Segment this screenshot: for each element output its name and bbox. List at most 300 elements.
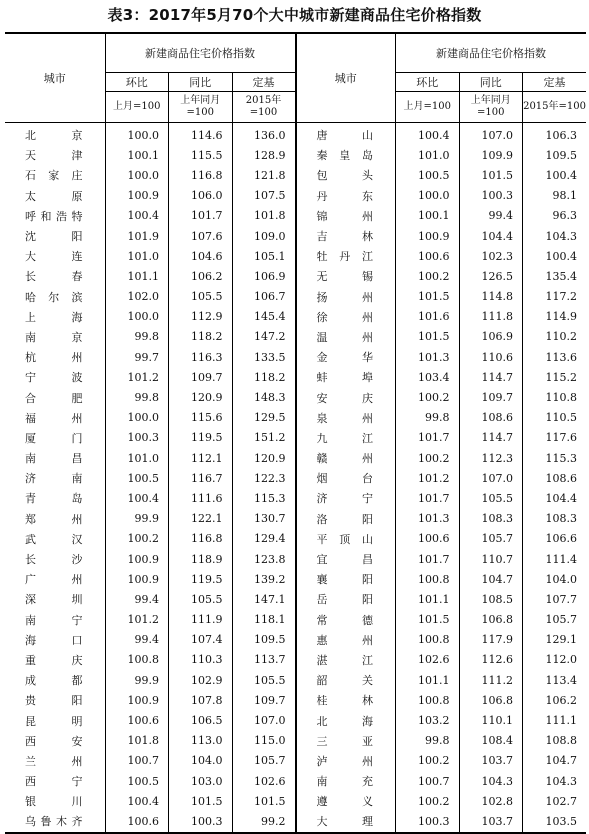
mom-cell-right: 101.2 — [396, 468, 460, 488]
city-cell-right: 包头 — [296, 165, 396, 185]
yoy-cell-right: 112.6 — [459, 650, 523, 670]
city-cell-left: 成都 — [25, 674, 83, 688]
table-row — [5, 670, 586, 690]
mom-cell-right: 101.5 — [396, 327, 460, 347]
mom-header-left: 环比 — [105, 73, 169, 92]
fixed-cell-left: 115.0 — [232, 731, 296, 751]
fixed-cell-right: 104.3 — [523, 226, 587, 246]
mom-cell-left: 100.9 — [105, 690, 169, 710]
yoy-cell-right: 108.4 — [459, 731, 523, 751]
yoy-cell-right: 100.3 — [459, 186, 523, 206]
table-header — [5, 33, 586, 123]
mom-cell-left: 99.7 — [105, 347, 169, 367]
mom-cell-left: 99.8 — [105, 327, 169, 347]
fixed-cell-right: 107.7 — [523, 589, 587, 609]
yoy-cell-left: 104.0 — [169, 751, 233, 771]
city-header-left: 城市 — [5, 33, 105, 123]
fixed-cell-left: 118.2 — [232, 367, 296, 387]
city-cell-left: 银川 — [25, 795, 83, 809]
yoy-cell-right: 108.5 — [459, 589, 523, 609]
city-cell-right: 锦州 — [296, 206, 396, 226]
yoy-cell-left: 122.1 — [169, 509, 233, 529]
yoy-cell-right: 105.5 — [459, 488, 523, 508]
mom-cell-left: 101.1 — [105, 266, 169, 286]
mom-cell-right: 100.8 — [396, 690, 460, 710]
city-cell-right: 徐州 — [296, 307, 396, 327]
city-cell-right: 济宁 — [296, 488, 396, 508]
yoy-cell-left: 114.6 — [169, 123, 233, 146]
fixed-cell-left: 118.1 — [232, 610, 296, 630]
mom-cell-left: 101.0 — [105, 246, 169, 266]
mom-cell-right: 100.9 — [396, 226, 460, 246]
mom-base-left: 上月=100 — [105, 92, 169, 123]
fixed-cell-left: 121.8 — [232, 165, 296, 185]
table-row — [5, 307, 586, 327]
fixed-cell-right: 135.4 — [523, 266, 587, 286]
city-cell-right: 金华 — [296, 347, 396, 367]
fixed-cell-right: 98.1 — [523, 186, 587, 206]
fixed-cell-left: 105.1 — [232, 246, 296, 266]
yoy-cell-left: 115.5 — [169, 145, 233, 165]
fixed-base-left: 2015年=100 — [232, 92, 296, 123]
fixed-cell-right: 110.5 — [523, 408, 587, 428]
table-row — [5, 226, 586, 246]
mom-cell-right: 101.3 — [396, 509, 460, 529]
city-cell-right: 蚌埠 — [296, 367, 396, 387]
table-row — [5, 751, 586, 771]
table-row — [5, 529, 586, 549]
city-cell-right: 遵义 — [296, 791, 396, 811]
city-cell-right: 唐山 — [296, 123, 396, 146]
yoy-cell-left: 111.9 — [169, 610, 233, 630]
table-row — [5, 347, 586, 367]
city-cell-right: 烟台 — [296, 468, 396, 488]
yoy-cell-right: 103.7 — [459, 811, 523, 832]
mom-cell-left: 101.0 — [105, 448, 169, 468]
city-cell-left: 重庆 — [25, 653, 83, 667]
city-cell-right: 北海 — [296, 710, 396, 730]
yoy-cell-left: 119.5 — [169, 428, 233, 448]
city-cell-left: 杭州 — [25, 351, 83, 365]
mom-cell-right: 100.0 — [396, 186, 460, 206]
city-cell-right: 惠州 — [296, 630, 396, 650]
mom-cell-right: 100.8 — [396, 630, 460, 650]
city-cell-left: 乌鲁木齐 — [25, 815, 83, 829]
city-cell-right: 岳阳 — [296, 589, 396, 609]
yoy-cell-right: 99.4 — [459, 206, 523, 226]
mom-cell-left: 100.0 — [105, 408, 169, 428]
yoy-cell-left: 101.7 — [169, 206, 233, 226]
mom-cell-left: 100.3 — [105, 428, 169, 448]
table-row — [5, 408, 586, 428]
table-row — [5, 589, 586, 609]
city-cell-right: 泸州 — [296, 751, 396, 771]
yoy-cell-left: 105.5 — [169, 589, 233, 609]
city-cell-right: 秦皇岛 — [296, 145, 396, 165]
fixed-cell-right: 106.6 — [523, 529, 587, 549]
fixed-cell-left: 105.7 — [232, 751, 296, 771]
table-title: 表3：2017年5月70个大中城市新建商品住宅价格指数 — [107, 6, 482, 24]
city-cell-right: 温州 — [296, 327, 396, 347]
group-header-right: 新建商品住宅价格指数 — [396, 33, 587, 73]
city-cell-right: 赣州 — [296, 448, 396, 468]
yoy-header-right: 同比 — [459, 73, 523, 92]
city-cell-right: 三亚 — [296, 731, 396, 751]
yoy-cell-right: 109.7 — [459, 387, 523, 407]
mom-cell-left: 100.0 — [105, 307, 169, 327]
fixed-cell-right: 109.5 — [523, 145, 587, 165]
table-row — [5, 287, 586, 307]
yoy-base-right: 上年同月=100 — [459, 92, 523, 123]
fixed-cell-left: 147.2 — [232, 327, 296, 347]
city-cell-left: 厦门 — [25, 431, 83, 445]
city-cell-right: 无锡 — [296, 266, 396, 286]
city-cell-left: 海口 — [25, 633, 83, 647]
city-cell-right: 安庆 — [296, 387, 396, 407]
table-row — [5, 811, 586, 832]
mom-cell-left: 101.9 — [105, 226, 169, 246]
city-cell-left: 广州 — [25, 573, 83, 587]
table-row — [5, 509, 586, 529]
mom-cell-right: 100.1 — [396, 206, 460, 226]
city-cell-right: 大理 — [296, 811, 396, 832]
fixed-cell-left: 139.2 — [232, 569, 296, 589]
mom-cell-right: 100.2 — [396, 751, 460, 771]
fixed-cell-left: 123.8 — [232, 549, 296, 569]
mom-cell-left: 100.4 — [105, 206, 169, 226]
table-row — [5, 690, 586, 710]
fixed-cell-right: 100.4 — [523, 246, 587, 266]
city-cell-left: 长沙 — [25, 553, 83, 567]
city-cell-left: 青岛 — [25, 492, 83, 506]
mom-cell-left: 99.9 — [105, 509, 169, 529]
yoy-cell-right: 110.1 — [459, 710, 523, 730]
fixed-cell-right: 115.2 — [523, 367, 587, 387]
city-cell-right: 南充 — [296, 771, 396, 791]
mom-cell-left: 100.5 — [105, 468, 169, 488]
city-cell-right: 吉林 — [296, 226, 396, 246]
mom-cell-left: 99.8 — [105, 387, 169, 407]
fixed-cell-right: 102.7 — [523, 791, 587, 811]
mom-cell-right: 102.6 — [396, 650, 460, 670]
yoy-cell-left: 106.0 — [169, 186, 233, 206]
mom-cell-right: 103.4 — [396, 367, 460, 387]
city-cell-right: 洛阳 — [296, 509, 396, 529]
mom-cell-left: 102.0 — [105, 287, 169, 307]
mom-cell-right: 100.4 — [396, 123, 460, 146]
fixed-cell-left: 147.1 — [232, 589, 296, 609]
fixed-cell-left: 128.9 — [232, 145, 296, 165]
yoy-cell-right: 110.6 — [459, 347, 523, 367]
city-cell-left: 福州 — [25, 411, 83, 425]
fixed-cell-right: 104.0 — [523, 569, 587, 589]
fixed-cell-right: 113.6 — [523, 347, 587, 367]
fixed-cell-right: 115.3 — [523, 448, 587, 468]
mom-cell-right: 100.6 — [396, 529, 460, 549]
table-row — [5, 650, 586, 670]
city-cell-right: 桂林 — [296, 690, 396, 710]
fixed-cell-right: 108.8 — [523, 731, 587, 751]
city-cell-left: 深圳 — [25, 593, 83, 607]
fixed-cell-left: 102.6 — [232, 771, 296, 791]
mom-cell-left: 100.0 — [105, 165, 169, 185]
table-row — [5, 266, 586, 286]
fixed-cell-right: 104.4 — [523, 488, 587, 508]
yoy-cell-right: 103.7 — [459, 751, 523, 771]
mom-cell-left: 100.4 — [105, 488, 169, 508]
fixed-cell-left: 129.5 — [232, 408, 296, 428]
city-cell-left: 大连 — [25, 250, 83, 264]
fixed-cell-left: 120.9 — [232, 448, 296, 468]
table-row — [5, 791, 586, 811]
city-cell-left: 石家庄 — [25, 169, 83, 183]
yoy-cell-right: 108.6 — [459, 408, 523, 428]
mom-cell-right: 101.0 — [396, 145, 460, 165]
fixed-cell-right: 106.2 — [523, 690, 587, 710]
city-cell-left: 南宁 — [25, 613, 83, 627]
fixed-cell-right: 103.5 — [523, 811, 587, 832]
yoy-cell-right: 111.2 — [459, 670, 523, 690]
fixed-cell-left: 109.5 — [232, 630, 296, 650]
fixed-cell-left: 107.5 — [232, 186, 296, 206]
city-cell-right: 宜昌 — [296, 549, 396, 569]
mom-cell-right: 101.7 — [396, 549, 460, 569]
mom-cell-left: 99.4 — [105, 589, 169, 609]
yoy-cell-left: 106.2 — [169, 266, 233, 286]
fixed-cell-right: 105.7 — [523, 610, 587, 630]
price-index-table — [5, 32, 586, 834]
yoy-cell-left: 104.6 — [169, 246, 233, 266]
yoy-cell-right: 107.0 — [459, 468, 523, 488]
city-cell-left: 哈尔滨 — [25, 290, 83, 304]
fixed-cell-right: 117.2 — [523, 287, 587, 307]
city-cell-left: 宁波 — [25, 371, 83, 385]
fixed-cell-right: 111.1 — [523, 710, 587, 730]
fixed-cell-left: 113.7 — [232, 650, 296, 670]
table-row — [5, 488, 586, 508]
yoy-cell-left: 107.4 — [169, 630, 233, 650]
fixed-cell-left: 106.7 — [232, 287, 296, 307]
yoy-cell-right: 114.8 — [459, 287, 523, 307]
fixed-cell-left: 136.0 — [232, 123, 296, 146]
mom-cell-right: 99.8 — [396, 731, 460, 751]
fixed-cell-right: 108.3 — [523, 509, 587, 529]
mom-cell-left: 100.9 — [105, 569, 169, 589]
fixed-cell-left: 129.4 — [232, 529, 296, 549]
yoy-cell-right: 106.9 — [459, 327, 523, 347]
mom-cell-left: 100.7 — [105, 751, 169, 771]
fixed-cell-left: 101.5 — [232, 791, 296, 811]
table-row — [5, 367, 586, 387]
yoy-cell-right: 106.8 — [459, 610, 523, 630]
yoy-cell-left: 100.3 — [169, 811, 233, 832]
yoy-base-left: 上年同月=100 — [169, 92, 233, 123]
mom-cell-right: 101.7 — [396, 488, 460, 508]
fixed-cell-left: 109.7 — [232, 690, 296, 710]
city-cell-left: 太原 — [25, 189, 83, 203]
table-body — [5, 123, 586, 833]
table-row — [5, 165, 586, 185]
city-cell-right: 湛江 — [296, 650, 396, 670]
yoy-cell-left: 111.6 — [169, 488, 233, 508]
fixed-cell-left: 101.8 — [232, 206, 296, 226]
city-cell-left: 南京 — [25, 330, 83, 344]
fixed-cell-left: 109.0 — [232, 226, 296, 246]
table-row — [5, 387, 586, 407]
city-header-right: 城市 — [296, 33, 396, 123]
fixed-cell-right: 113.4 — [523, 670, 587, 690]
yoy-cell-left: 107.6 — [169, 226, 233, 246]
fixed-base-right: 2015年=100 — [523, 92, 587, 123]
mom-cell-left: 101.2 — [105, 367, 169, 387]
yoy-cell-left: 106.5 — [169, 710, 233, 730]
fixed-cell-right: 96.3 — [523, 206, 587, 226]
mom-cell-right: 101.7 — [396, 428, 460, 448]
group-header-left: 新建商品住宅价格指数 — [105, 33, 296, 73]
mom-cell-right: 101.6 — [396, 307, 460, 327]
table-row — [5, 731, 586, 751]
yoy-cell-right: 114.7 — [459, 367, 523, 387]
yoy-cell-right: 107.0 — [459, 123, 523, 146]
fixed-cell-right: 114.9 — [523, 307, 587, 327]
yoy-cell-left: 109.7 — [169, 367, 233, 387]
yoy-cell-left: 120.9 — [169, 387, 233, 407]
yoy-cell-right: 104.3 — [459, 771, 523, 791]
table-row — [5, 569, 586, 589]
table-row — [5, 145, 586, 165]
mom-cell-left: 100.9 — [105, 549, 169, 569]
table-row — [5, 549, 586, 569]
yoy-cell-right: 126.5 — [459, 266, 523, 286]
mom-cell-left: 100.6 — [105, 811, 169, 832]
city-cell-right: 丹东 — [296, 186, 396, 206]
city-cell-left: 昆明 — [25, 714, 83, 728]
yoy-cell-right: 112.3 — [459, 448, 523, 468]
mom-cell-left: 100.8 — [105, 650, 169, 670]
city-cell-left: 上海 — [25, 310, 83, 324]
fixed-cell-right: 110.8 — [523, 387, 587, 407]
city-cell-left: 济南 — [25, 472, 83, 486]
fixed-cell-right: 108.6 — [523, 468, 587, 488]
fixed-cell-right: 100.4 — [523, 165, 587, 185]
mom-cell-left: 101.2 — [105, 610, 169, 630]
yoy-cell-right: 117.9 — [459, 630, 523, 650]
mom-cell-right: 100.5 — [396, 165, 460, 185]
mom-cell-right: 100.2 — [396, 791, 460, 811]
mom-cell-left: 100.6 — [105, 710, 169, 730]
mom-cell-right: 101.1 — [396, 670, 460, 690]
city-cell-left: 天津 — [25, 149, 83, 163]
table-row — [5, 428, 586, 448]
yoy-cell-left: 116.8 — [169, 165, 233, 185]
yoy-cell-left: 112.9 — [169, 307, 233, 327]
mom-cell-right: 100.7 — [396, 771, 460, 791]
mom-cell-left: 100.1 — [105, 145, 169, 165]
table-row — [5, 630, 586, 650]
table-row — [5, 206, 586, 226]
mom-cell-left: 99.9 — [105, 670, 169, 690]
yoy-cell-left: 102.9 — [169, 670, 233, 690]
yoy-cell-left: 105.5 — [169, 287, 233, 307]
table-row — [5, 610, 586, 630]
mom-cell-left: 100.5 — [105, 771, 169, 791]
mom-cell-left: 100.9 — [105, 186, 169, 206]
fixed-cell-right: 112.0 — [523, 650, 587, 670]
yoy-cell-right: 114.7 — [459, 428, 523, 448]
mom-cell-right: 99.8 — [396, 408, 460, 428]
fixed-cell-right: 111.4 — [523, 549, 587, 569]
city-cell-right: 常德 — [296, 610, 396, 630]
fixed-cell-right: 110.2 — [523, 327, 587, 347]
table-row — [5, 771, 586, 791]
fixed-cell-left: 151.2 — [232, 428, 296, 448]
mom-cell-right: 100.3 — [396, 811, 460, 832]
mom-cell-right: 100.2 — [396, 387, 460, 407]
city-cell-left: 武汉 — [25, 532, 83, 546]
fixed-cell-left: 99.2 — [232, 811, 296, 832]
yoy-cell-left: 118.2 — [169, 327, 233, 347]
city-cell-left: 合肥 — [25, 391, 83, 405]
yoy-cell-left: 101.5 — [169, 791, 233, 811]
table-row — [5, 123, 586, 146]
table-row — [5, 246, 586, 266]
yoy-cell-left: 113.0 — [169, 731, 233, 751]
mom-header-right: 环比 — [396, 73, 460, 92]
yoy-header-left: 同比 — [169, 73, 233, 92]
yoy-cell-left: 115.6 — [169, 408, 233, 428]
table-row — [5, 448, 586, 468]
city-cell-right: 襄阳 — [296, 569, 396, 589]
city-cell-left: 长春 — [25, 270, 83, 284]
yoy-cell-left: 116.8 — [169, 529, 233, 549]
mom-cell-right: 100.8 — [396, 569, 460, 589]
fixed-cell-left: 106.9 — [232, 266, 296, 286]
city-cell-left: 北京 — [25, 129, 83, 143]
mom-cell-right: 101.5 — [396, 610, 460, 630]
fixed-cell-right: 104.3 — [523, 771, 587, 791]
fixed-cell-left: 105.5 — [232, 670, 296, 690]
city-cell-right: 韶关 — [296, 670, 396, 690]
city-cell-left: 南昌 — [25, 452, 83, 466]
fixed-cell-right: 117.6 — [523, 428, 587, 448]
yoy-cell-left: 112.1 — [169, 448, 233, 468]
yoy-cell-left: 118.9 — [169, 549, 233, 569]
fixed-cell-left: 130.7 — [232, 509, 296, 529]
yoy-cell-right: 101.5 — [459, 165, 523, 185]
fixed-cell-left: 115.3 — [232, 488, 296, 508]
yoy-cell-left: 110.3 — [169, 650, 233, 670]
yoy-cell-left: 116.7 — [169, 468, 233, 488]
yoy-cell-right: 102.8 — [459, 791, 523, 811]
table-row — [5, 327, 586, 347]
city-cell-right: 泉州 — [296, 408, 396, 428]
city-cell-right: 扬州 — [296, 287, 396, 307]
city-cell-left: 西宁 — [25, 775, 83, 789]
fixed-header-right: 定基 — [523, 73, 587, 92]
yoy-cell-left: 107.8 — [169, 690, 233, 710]
yoy-cell-right: 105.7 — [459, 529, 523, 549]
yoy-cell-right: 108.3 — [459, 509, 523, 529]
mom-cell-left: 100.4 — [105, 791, 169, 811]
yoy-cell-left: 103.0 — [169, 771, 233, 791]
mom-cell-left: 100.0 — [105, 123, 169, 146]
yoy-cell-right: 106.8 — [459, 690, 523, 710]
table-row — [5, 468, 586, 488]
fixed-header-left: 定基 — [232, 73, 296, 92]
fixed-cell-left: 145.4 — [232, 307, 296, 327]
city-cell-left: 沈阳 — [25, 230, 83, 244]
mom-cell-left: 101.8 — [105, 731, 169, 751]
